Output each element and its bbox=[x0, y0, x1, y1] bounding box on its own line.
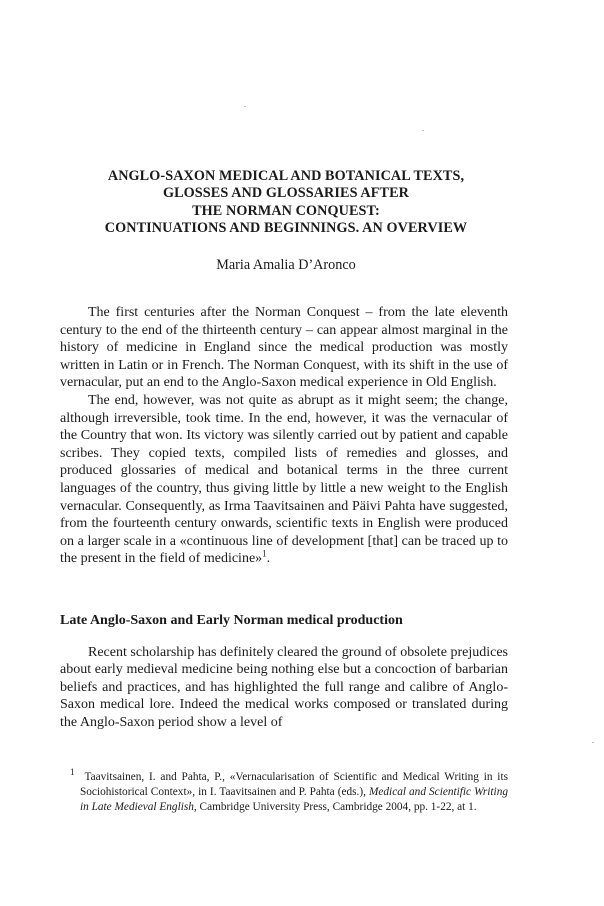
intro-body bbox=[60, 304, 508, 568]
paragraph-text: The first centuries after the Norman Conquest – from the late eleventh century to the end of the thirteenth century – can appear almost marginal in the history of medicine in England since the medical production was mostly written in Latin or in French. The Norman Conquest, with its shift in the use of vernacular, put an end to the Anglo-Saxon medical experience in Old English. bbox=[60, 305, 508, 391]
footnote-book-title: Medical and Scientific Writing in Late Medieval English bbox=[80, 786, 508, 813]
scan-speck bbox=[592, 742, 594, 743]
section-heading: Late Anglo-Saxon and Early Norman medical production bbox=[60, 613, 403, 628]
footnote-text: , Cambridge University Press, Cambridge 2004, pp. 1-22, at 1. bbox=[193, 801, 477, 813]
scan-speck bbox=[422, 130, 424, 131]
scan-speck bbox=[244, 106, 246, 107]
paragraph-tail: . bbox=[266, 551, 271, 567]
title-line: THE NORMAN CONQUEST: bbox=[192, 202, 380, 219]
footnote-reference[interactable]: 1 bbox=[262, 548, 267, 559]
article-title bbox=[60, 168, 512, 238]
body-paragraph bbox=[60, 304, 508, 392]
author-name: Maria Amalia D’Aronco bbox=[216, 257, 356, 273]
footnote-number: 1 bbox=[70, 767, 75, 778]
footnote-text: Taavitsainen, I. and Pahta, P., «Vernacularisation of Scientific and Medical Writing in its Sociohistorical Context», in I. Taavitsainen and P. Pahta (eds.), bbox=[80, 771, 508, 798]
title-line: GLOSSES AND GLOSSARIES AFTER bbox=[162, 185, 410, 202]
body-paragraph bbox=[60, 392, 508, 568]
paragraph-text: The end, however, was not quite as abrupt as it might seem; the change, although irreversible, took time. In the end, however, it was the vernacular of the Country that won. Its victory was silently carried out by patient and capable scribes. They copied texts, compiled lists of remedies and glosses, and produced glossaries of medical and botanical terms in the three current languages of the country, thus giving little by little a new weight to the English vernacular. Consequently, as Irma Taavitsainen and Päivi Pahta have suggested, from the fourteenth century onwards, scientific texts in English were produced on a larger scale in a «continuous line of development [that] can be traced up to the present in the field of medicine» bbox=[60, 392, 508, 567]
section-body bbox=[60, 644, 508, 731]
footnote bbox=[70, 767, 508, 815]
title-line: ANGLO-SAXON MEDICAL AND BOTANICAL TEXTS, bbox=[107, 168, 465, 184]
body-paragraph: Recent scholarship has definitely cleared the ground of obsolete prejudices about early medieval medicine being nothing else but a concoction of barbarian beliefs and practices, and has highlighted the full range and calibre of Anglo-Saxon medical lore. Indeed the medical works composed or translated during the Anglo-Saxon period show a level of bbox=[60, 645, 508, 730]
title-line: CONTINUATIONS AND BEGINNINGS. AN OVERVIEW bbox=[104, 220, 468, 237]
